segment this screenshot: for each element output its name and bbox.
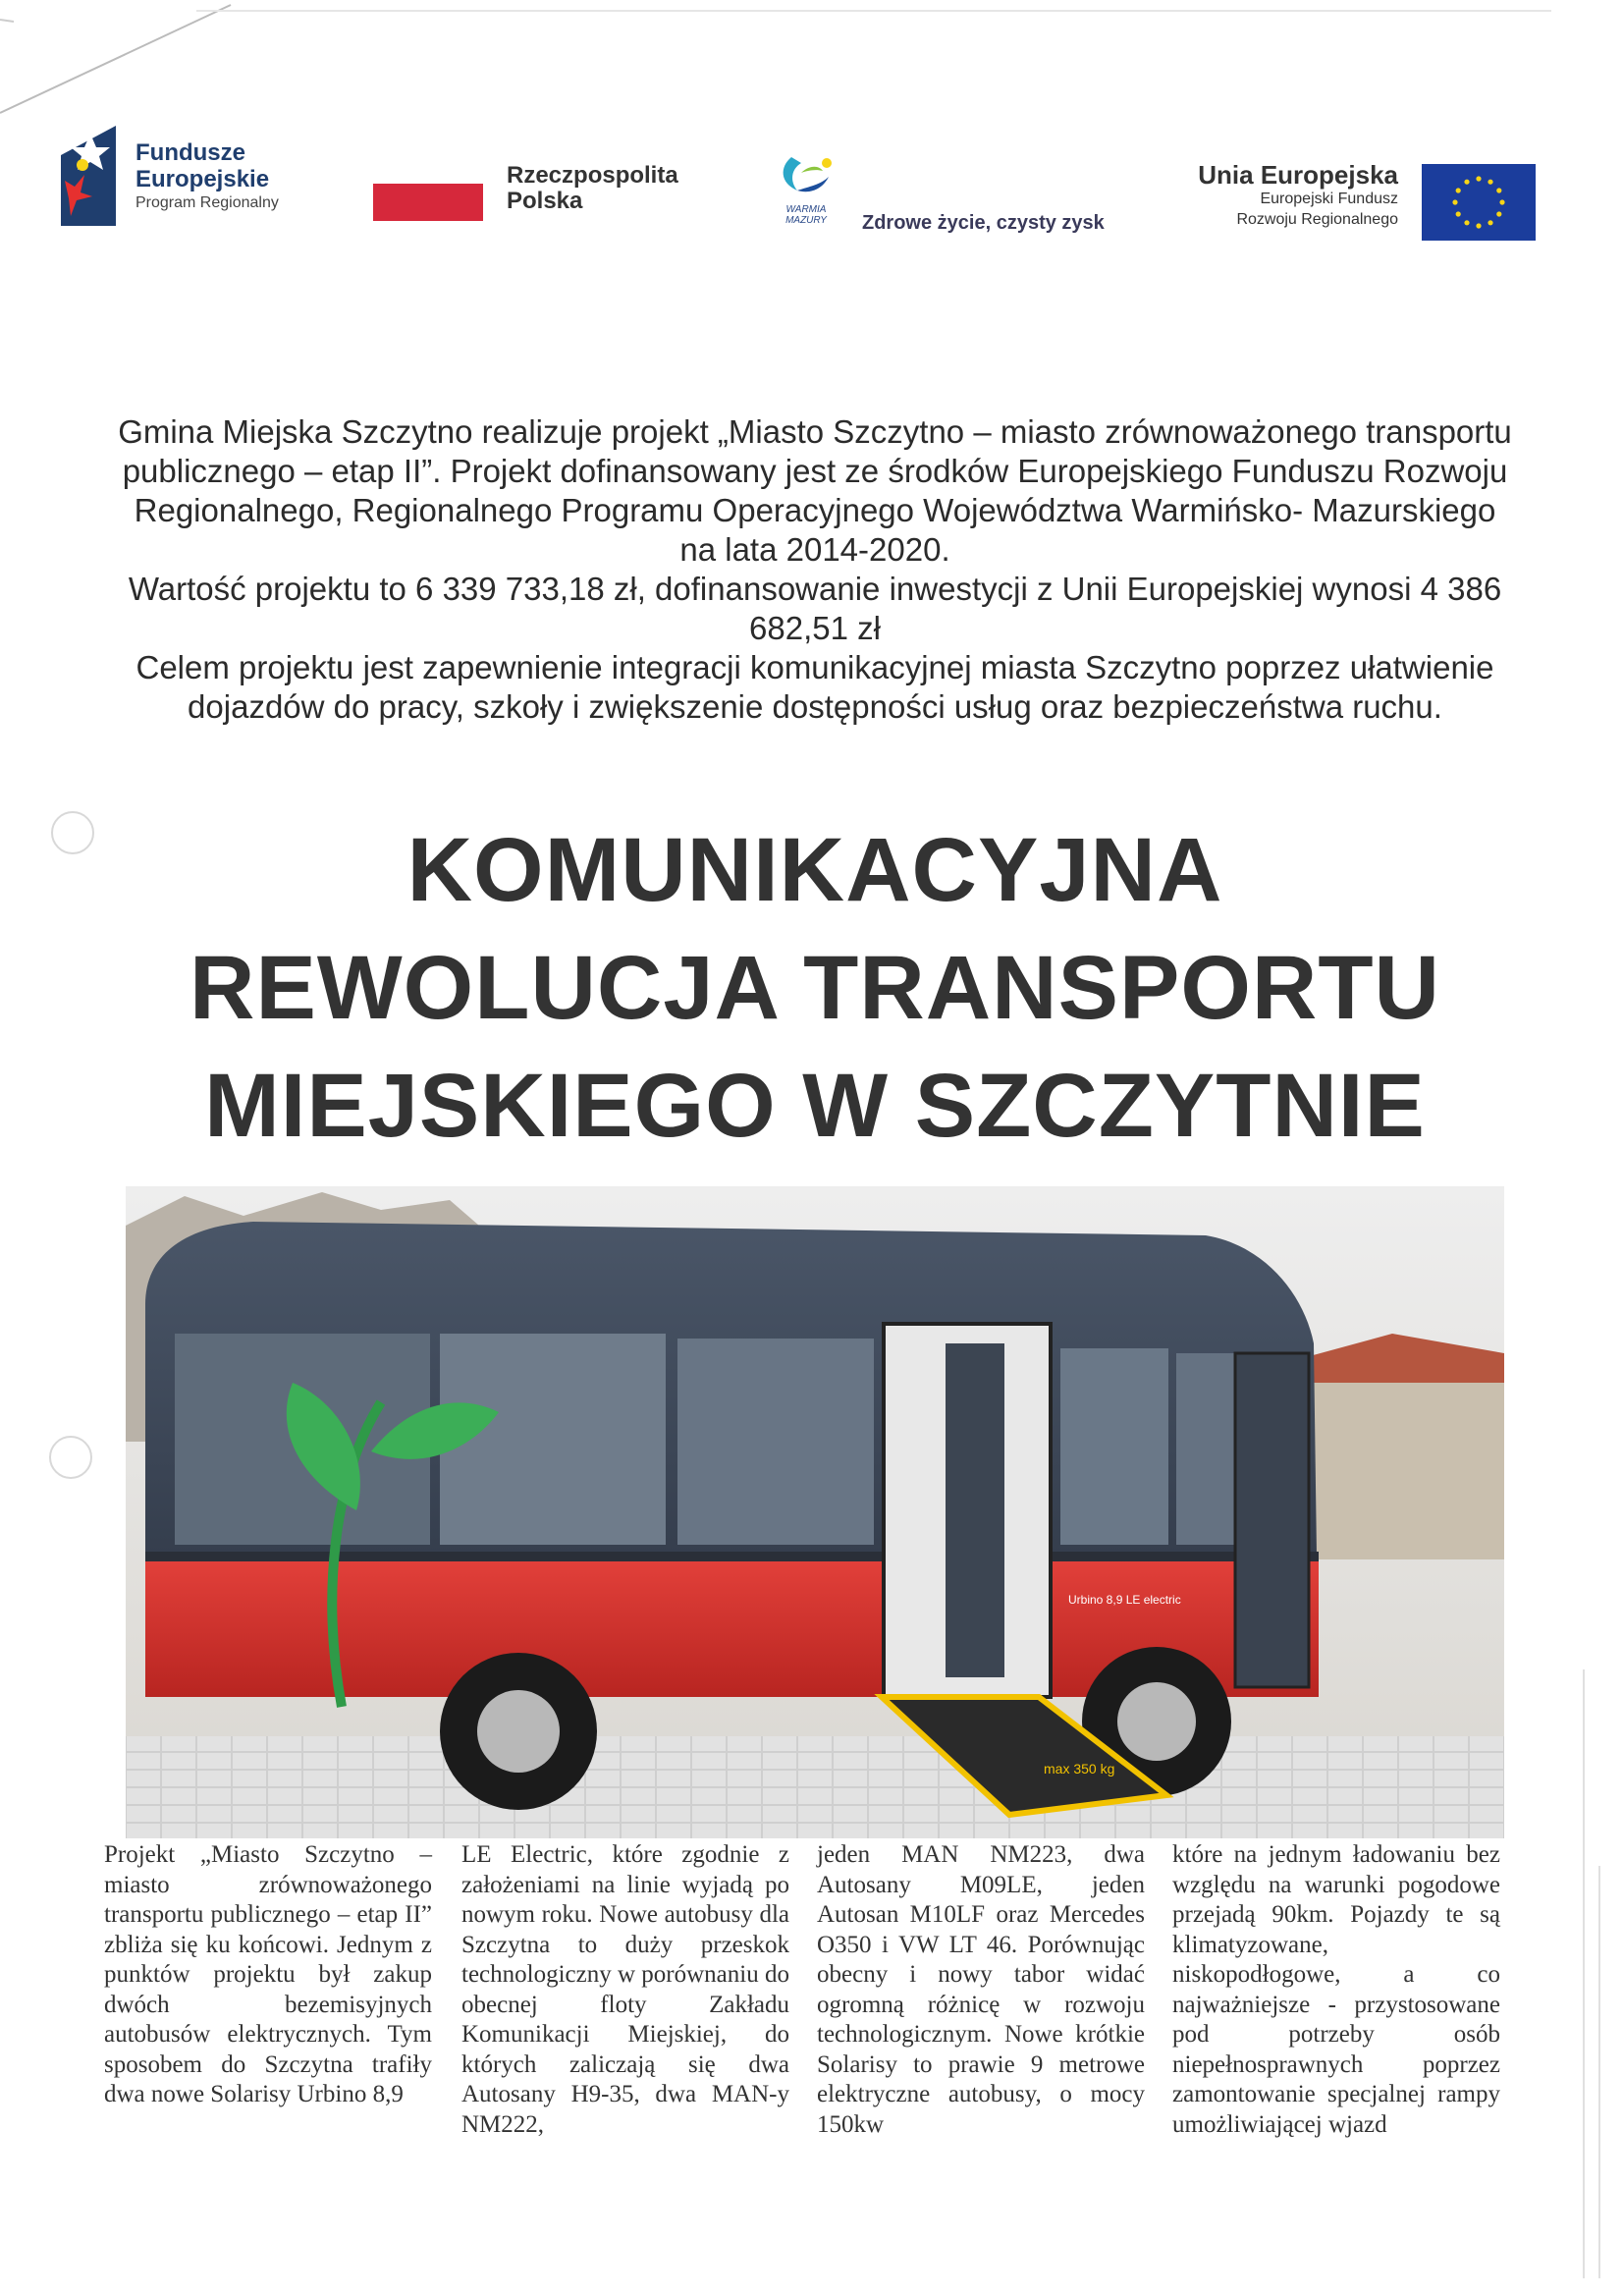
- eu-star-icon: [1476, 176, 1481, 181]
- headline-line-1: KOMUNIKACYJNA: [406, 820, 1223, 920]
- warmia-mazury-text: [772, 204, 840, 226]
- bus-window-3: [677, 1339, 874, 1545]
- eu-star-icon: [1464, 180, 1469, 185]
- intro-paragraph-3: Celem projektu jest zapewnienie integracji komunikacyjnej miasta Szczytno poprzez ułatwienie dojazdów do pracy, szkoły i zwiększenie dostępności usług oraz bezpieczeństwa ruchu.: [135, 649, 1494, 725]
- eu-star-icon: [1488, 180, 1492, 185]
- ue-sub2: Rozwoju Regionalnego: [1236, 211, 1398, 228]
- intro-paragraph-1: Gmina Miejska Szczytno realizuje projekt „Miasto Szczytno – miasto zrównoważonego transportu publicznego – etap II”. Projekt dofinansowany jest ze środków Europejskiego Funduszu Rozwoju Regionalnego, Regionalnego Programu Operacyjnego Województwa Warmińsko- Mazurskiego na lata 2014-2020.: [118, 413, 1512, 568]
- rzeczpospolita-text: [507, 163, 678, 214]
- fe-line1: Fundusze: [135, 139, 245, 166]
- warmia-slogan: Zdrowe życie, czysty zysk: [862, 212, 1105, 234]
- bus-window-2: [440, 1334, 666, 1545]
- bus-belt-line: [145, 1552, 1319, 1561]
- eu-star-icon: [1496, 188, 1501, 192]
- bus-door-rear: [1235, 1353, 1309, 1687]
- building-right: [1284, 1363, 1504, 1559]
- eu-star-icon: [1456, 211, 1461, 216]
- eu-star-icon: [1488, 220, 1492, 225]
- eu-star-icon: [1499, 199, 1504, 204]
- page-corner-fold: [0, 0, 236, 118]
- article-column-1: Projekt „Miasto Szczytno – miasto zrównoważonego transportu publicznego – etap II” zbliża się ku końcowi. Jednym z punktów projektu był zakup dwóch bezemisyjnych autobusów elektrycznych. Tym sposobem do Szczytna trafiły dwa nowe Solarisy Urbino 8,9: [104, 1841, 432, 2107]
- headline-line-3: MIEJSKIEGO W SZCZYTNIE: [204, 1056, 1426, 1156]
- bus-window-4: [1060, 1348, 1168, 1545]
- bus-wheel-rear-rim: [1117, 1682, 1196, 1761]
- article-column-2: LE Electric, które zgodnie z założeniami na linie wyjadą po nowym roku. Nowe autobusy dla Szczytna to duży przeskok technologiczny w porównaniu do obecnej floty Zakładu Komunikacji Miejskiej, do których zaliczają się dwa Autosany H9-35, dwa MAN-y NM222,: [461, 1841, 789, 2138]
- scan-side-line-2: [1598, 1866, 1600, 2278]
- eu-star-icon: [1452, 199, 1457, 204]
- fundusze-europejskie-text: [135, 139, 279, 214]
- scan-edge-line: [196, 10, 1551, 12]
- article-column-3: jeden MAN NM223, dwa Autosany M09LE, jeden Autosan M10LF oraz Mercedes O350 i VW LT 46. Porównując obecny i nowy tabor widać ogromną różnicę w rozwoju technologicznym. Nowe krótkie Solarisy to prawie 9 metrowe elektryczne autobusy, o mocy 150kw: [817, 1841, 1145, 2138]
- unia-europejska-text: [1178, 161, 1398, 230]
- intro-paragraph-2: Wartość projektu to 6 339 733,18 zł, dofinansowanie inwestycji z Unii Europejskiej wynosi 4 386 682,51 zł: [128, 571, 1502, 646]
- paved-ground: [126, 1736, 1504, 1838]
- electric-bus-photo: [126, 1186, 1504, 1838]
- fe-sub: Program Regionalny: [135, 194, 279, 211]
- wm-line1: WARMIA: [785, 204, 827, 215]
- warmia-mazury-logo-icon: [772, 153, 840, 206]
- rp-line2: Polska: [507, 188, 583, 214]
- rp-line1: Rzeczpospolita: [507, 162, 678, 189]
- headline-line-2: REWOLUCJA TRANSPORTU: [189, 938, 1440, 1038]
- bus-side-label: Urbino 8,9 LE electric: [1068, 1593, 1181, 1607]
- wm-line2: MAZURY: [785, 215, 827, 226]
- fe-line2: Europejskie: [135, 166, 270, 192]
- ue-title: Unia Europejska: [1198, 160, 1398, 190]
- polish-flag-icon: [373, 184, 483, 221]
- article-column-4: które na jednym ładowaniu bez względu na warunki pogodowe przejadą 90km. Pojazdy te są klimatyzowane, niskopodłogowe, a co najważniejsze - przystosowane pod potrzeby osób niepełnosprawnych poprzez zamontowanie specjalnej rampy umożliwiającej wjazd: [1172, 1841, 1500, 2138]
- eu-star-icon: [1456, 188, 1461, 192]
- eu-star-icon: [1476, 223, 1481, 228]
- eu-star-icon: [1464, 220, 1469, 225]
- eu-star-icon: [1496, 211, 1501, 216]
- eu-flag-icon: [1422, 164, 1536, 241]
- ramp-label: max 350 kg: [1044, 1761, 1115, 1777]
- scan-side-line: [1583, 1669, 1585, 2278]
- fundusze-europejskie-logo-icon: [61, 126, 116, 226]
- bus-door-panel: [946, 1343, 1004, 1677]
- ue-sub1: Europejski Fundusz: [1260, 191, 1398, 207]
- punch-hole-bottom: [49, 1436, 92, 1479]
- bus-wheel-front-rim: [477, 1690, 560, 1773]
- project-intro: [118, 412, 1512, 727]
- headline: [59, 811, 1571, 1165]
